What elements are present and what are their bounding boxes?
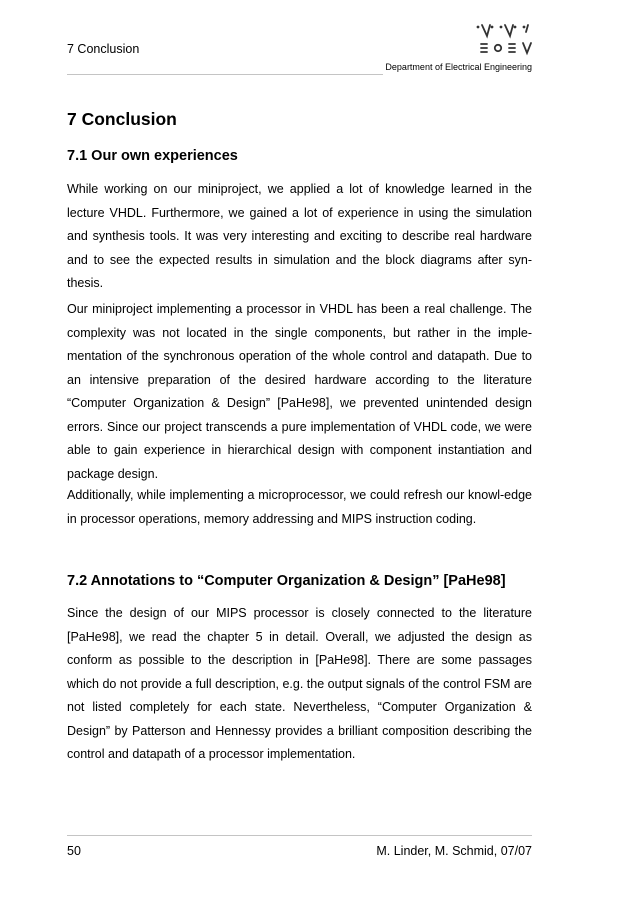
section-heading-7-2: 7.2 Annotations to “Computer Organization & Design” [PaHe98]: [67, 573, 506, 589]
section-heading-7-1: 7.1 Our own experiences: [67, 148, 238, 164]
university-logo-icon: [474, 22, 534, 58]
page-number: 50: [67, 844, 81, 858]
footer-rule: [67, 835, 532, 836]
paragraph: Additionally, while implementing a microprocessor, we could refresh our knowl-edge in processor operations, memory addressing and MIPS instruction coding.: [67, 488, 532, 526]
header-rule: [67, 74, 383, 75]
chapter-title: 7 Conclusion: [67, 109, 177, 129]
paragraph: Since the design of our MIPS processor is closely connected to the literature [PaHe98], we read the chapter 5 in detail. Overall, we adjusted the design as conform as possible to the description in [PaHe98]. There are some passages which do not provide a full description, e.g. the output signals of the control FSM are not listed completely for each state. Nevertheless, “Computer Organization & Design” by Patterson and Hennessy provides a brilliant composition describing the control and datapath of a processor implementation.: [67, 606, 532, 761]
footer-authors: M. Linder, M. Schmid, 07/07: [376, 844, 532, 858]
paragraph: While working on our miniproject, we applied a lot of knowledge learned in the lecture VHDL. Furthermore, we gained a lot of experience in using the simulation and synthesis tools. It was very interesting and exciting to describe real hardware and to see the expected results in simulation and the block diagrams after syn-thesis.: [67, 182, 532, 290]
running-header-section: 7 Conclusion: [67, 42, 140, 56]
department-name: Department of Electrical Engineering: [385, 62, 532, 72]
paragraph: Our miniproject implementing a processor in VHDL has been a real challenge. The complexity was not located in the single components, but rather in the imple-mentation of the synchronous operation of the whole control and datapath. Due to an intensive preparation of the desired hardware according to the literature “Computer Organization & Design” [PaHe98], we prevented unintended design errors. Since our project transcends a pure implementation of VHDL code, we were able to gain experience in hierarchical design with component instantiation and package design.: [67, 302, 532, 481]
